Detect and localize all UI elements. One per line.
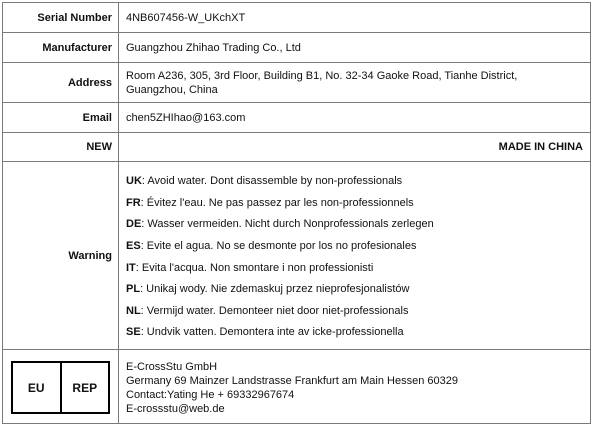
warning-line-it: IT: Evita l'acqua. Non smontare i non professionisti: [126, 261, 374, 274]
address-row: [3, 63, 591, 103]
email-label: Email: [3, 103, 119, 133]
eu-rep-row: [3, 350, 591, 424]
warning-line-pl: PL: Unikaj wody. Nie zdemaskuj przez nieprofesjonalistów: [126, 283, 410, 296]
warning-line-fr: FR: Évitez l'eau. Ne pas passez par les non-professionnels: [126, 196, 414, 209]
new-label: NEW: [3, 133, 119, 162]
manufacturer-value: Guangzhou Zhihao Trading Co., Ltd: [119, 33, 591, 63]
status-row: [3, 133, 591, 162]
rep-badge-text: REP: [72, 380, 98, 395]
email-row: [3, 103, 591, 133]
warning-list: [119, 162, 591, 350]
manufacturer-row: [3, 33, 591, 63]
serial-value: 4NB607456-W_UKchXT: [119, 3, 591, 33]
manufacturer-label: Manufacturer: [3, 33, 119, 63]
product-info-table: [2, 2, 591, 424]
made-in-label: MADE IN CHINA: [119, 133, 591, 162]
eu-rep-address: Germany 69 Mainzer Landstrasse Frankfurt am Main Hessen 60329: [126, 374, 458, 387]
product-label-sheet: [2, 2, 591, 429]
address-line-2: Guangzhou, China: [126, 83, 218, 96]
eu-rep-details: [119, 350, 591, 424]
warning-line-se: SE: Undvik vatten. Demontera inte av icke-professionella: [126, 326, 404, 339]
eu-badge-text: EU: [13, 363, 62, 412]
address-line-1: Room A236, 305, 3rd Floor, Building B1, No. 32-34 Gaoke Road, Tianhe District,: [126, 69, 518, 82]
eu-rep-contact: Contact:Yating He + 69332967674: [126, 388, 295, 401]
warning-line-uk: UK: Avoid water. Dont disassemble by non-professionals: [126, 175, 403, 188]
serial-row: [3, 3, 591, 33]
eu-rep-badge-cell: [3, 350, 119, 424]
warning-row: [3, 162, 591, 350]
address-label: Address: [3, 63, 119, 103]
eu-rep-badge: [11, 361, 110, 414]
warning-line-nl: NL: Vermijd water. Demonteer niet door niet-professionals: [126, 304, 409, 317]
serial-label: Serial Number: [3, 3, 119, 33]
eu-rep-company: E-CrossStu GmbH: [126, 360, 218, 373]
email-value: chen5ZHIhao@163.com: [119, 103, 591, 133]
warning-line-de: DE: Wasser vermeiden. Nicht durch Nonprofessionals zerlegen: [126, 218, 434, 231]
eu-rep-email: E-crossstu@web.de: [126, 402, 225, 415]
warning-line-es: ES: Evite el agua. No se desmonte por los no profesionales: [126, 239, 417, 252]
address-value: [119, 63, 591, 103]
warning-label: Warning: [3, 162, 119, 350]
